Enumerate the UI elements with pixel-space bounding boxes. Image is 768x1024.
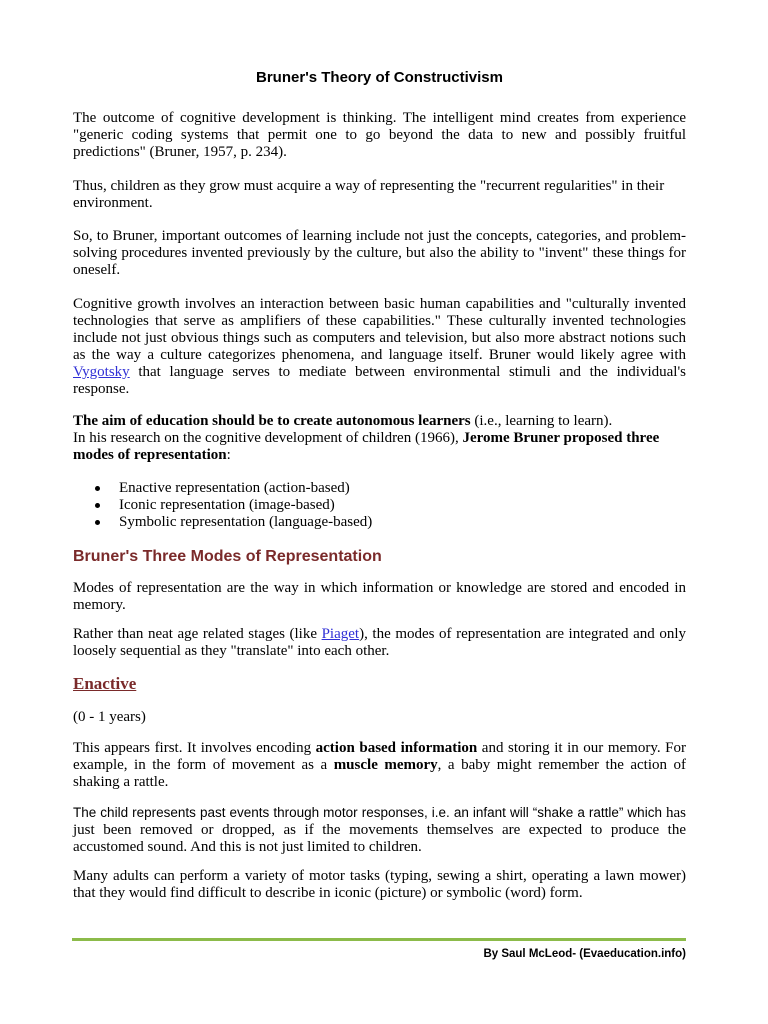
paragraph-children: Thus, children as they grow must acquire a way of representing the "recurrent regularities" in their environment. [73,178,665,211]
text-span: that language serves to mediate between environmental stimuli and the individual's response. [73,364,686,397]
bullet-text: Enactive representation (action-based) [119,480,350,496]
bruner-proposed-bold: Jerome Bruner proposed three modes of representation [73,430,660,463]
text-span: has just been removed or dropped, as if the movements themselves are expected to produce the accustomed sound. And this is not just limited to children. [73,805,686,855]
footer-divider [72,938,686,941]
paragraph-enactive-motor [73,804,686,856]
text-span: This appears first. It involves encoding [73,740,316,756]
bullet-text: Symbolic representation (language-based) [119,514,373,530]
muscle-memory-bold: muscle memory [333,757,438,773]
list-item [73,480,372,497]
section-heading: Bruner's Three Modes of Representation [73,548,382,565]
piaget-link[interactable]: Piaget [321,626,360,642]
paragraph-enactive-first [73,740,686,791]
paragraph-bruner-outcomes: So, to Bruner, important outcomes of learning include not just the concepts, categories, and problem-solving procedures invented previously by the culture, but also the ability to "invent" these things for oneself. [73,228,686,278]
paragraph-modes-definition: Modes of representation are the way in which information or knowledge are stored and encoded in memory. [73,580,686,613]
list-item [73,514,372,531]
paragraph-cognitive-growth [73,296,686,398]
footer-credit: By Saul McLeod- (Evaeducation.info) [483,948,686,960]
bullet-icon [95,503,100,508]
vygotsky-link[interactable]: Vygotsky [73,364,130,380]
text-span: In his research on the cognitive development of children (1966), [73,430,463,446]
text-span: : [226,447,231,463]
paragraph-outcome: The outcome of cognitive development is thinking. The intelligent mind creates from experience "generic coding systems that permit one to go beyond the data to new and possibly fruitful predictions" (Bruner, 1957, p. 234). [73,110,686,160]
modes-bullet-list [73,480,372,531]
text-span: ), the modes of representation are integrated and only loosely sequential as they "translate" into each other. [73,626,686,659]
paragraph-aim [73,413,686,464]
text-span: The child represents past events through motor responses, i.e. an infant will “shake a rattle” which [73,805,662,820]
enactive-heading: Enactive [73,674,137,693]
paragraph-modes-integrated [73,626,686,660]
text-span: and storing it in our memory. For example, in the form of movement as a [73,740,686,773]
bullet-icon [95,520,100,525]
paragraph-enactive-adults: Many adults can perform a variety of motor tasks (typing, sewing a shirt, operating a lawn mower) that they would find difficult to describe in iconic (picture) or symbolic (word) form. [73,868,686,901]
text-span: Rather than neat age related stages (like [73,626,322,642]
aim-bold: The aim of education should be to create autonomous learners [73,413,471,429]
document-title: Bruner's Theory of Constructivism [256,69,503,86]
text-span: Cognitive growth involves an interaction between basic human capabilities and "culturally invented technologies that serve as amplifiers of these capabilities." These culturally invented technologies include not just obvious things such as computers and television, but also more abstract notions such as the way a culture categorizes phenomena, and language itself. Bruner would likely agree with [73,296,686,363]
action-based-bold: action based information [315,740,478,756]
list-item [73,497,372,514]
bullet-icon [95,486,100,491]
text-span: , a baby might remember the action of shaking a rattle. [73,757,686,790]
text-span: (i.e., learning to learn). [470,413,613,429]
bullet-text: Iconic representation (image-based) [119,497,335,513]
enactive-age: (0 - 1 years) [73,709,146,725]
